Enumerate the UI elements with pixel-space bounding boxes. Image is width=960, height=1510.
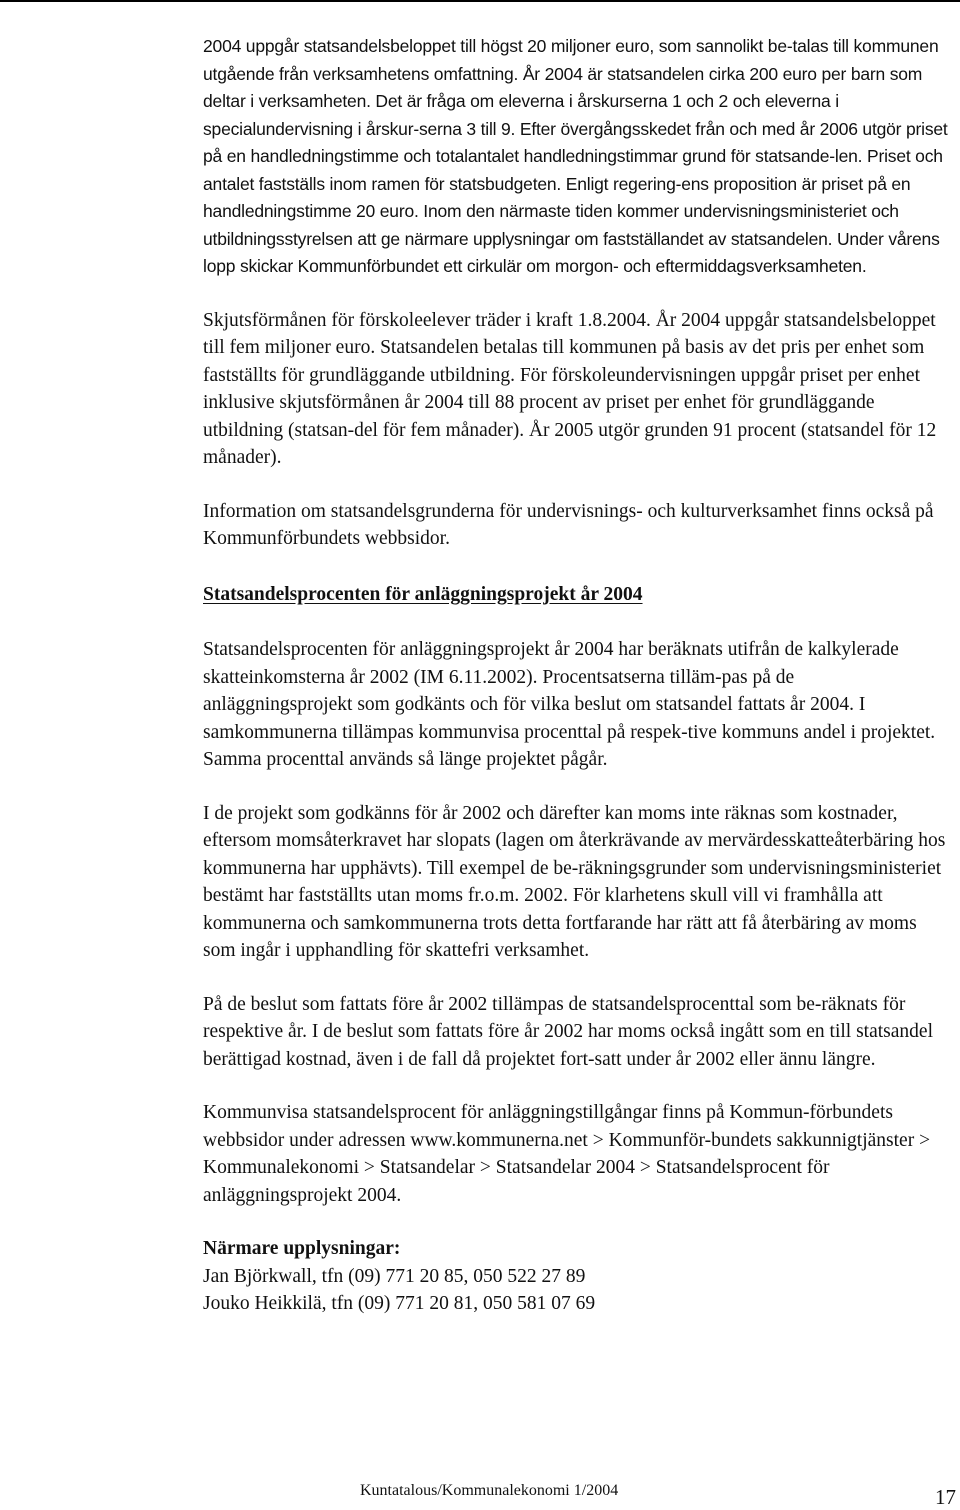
contacts-label: Närmare upplysningar:	[203, 1238, 401, 1259]
paragraph-after-school-activities: 2004 uppgår statsandelsbeloppet till högst 20 miljoner euro, som sannolikt be-talas till kommunen utgående från verksamhetens omfattning. År 2004 är statsandelen cirka 200 euro per barn som deltar i verksamheten. Det är fråga om eleverna i årskurserna 1 och 2 och eleverna i specialundervisning i årskur-serna 3 till 9. Efter övergångsskedet från och med år 2006 utgör priset på en handledningstimme och totalantalet handledningstimmar grund för statsande-len. Priset och antalet fastställs inom ramen för statsbudgeten. Enligt regering-ens proposition är priset på en handledningstimme 20 euro. Inom den närmaste tiden kommer undervisningsministeriet och utbildningsstyrelsen att ge närmare upplysningar om fastställandet av statsandelen. Under vårens lopp skickar Kommunförbundet ett cirkulär om morgon- och eftermiddagsverksamheten.	[203, 36, 948, 276]
contact-line: Jouko Heikkilä, tfn (09) 771 20 81, 050 581 07 69	[203, 1293, 596, 1314]
paragraph-percentage-calculation: Statsandelsprocenten för anläggningsprojekt år 2004 har beräknats utifrån de kalkylerade skatteinkomsterna år 2002 (IM 6.11.2002). Procentsatserna tilläm-pas på de anläggningsprojekt som godkänts och för vilka beslut om statsandel fattats år 2004. I samkommunerna tillämpas kommunvisa procenttal på respek-tive kommuns andel i projektet. Samma procenttal används så länge projektet pågår.	[203, 639, 936, 770]
paragraph-web-reference: Kommunvisa statsandelsprocent för anläggningstillgångar finns på Kommun-förbundets webbsidor under adressen www.kommunerna.net > Kommunför-bundets sakkunnigtjänster > Kommunalekonomi > Statsandelar > Statsandelar 2004 > Statsandelsprocent för anläggningsprojekt 2004.	[203, 1102, 931, 1206]
contact-line: Jan Björkwall, tfn (09) 771 20 85, 050 522 27 89	[203, 1265, 586, 1287]
section-heading: Statsandelsprocenten för anläggningsprojekt år 2004	[203, 583, 643, 605]
top-rule	[0, 0, 960, 2]
paragraph-preschool-transport: Skjutsförmånen för förskoleelever träder i kraft 1.8.2004. År 2004 uppgår statsandelsbeloppet till fem miljoner euro. Statsandelen betalas till kommunen på basis av det pris per enhet som fastställts för grundläggande utbildning. För förskoleundervisningen uppgår priset per enhet inklusive skjutsförmånen år 2004 till 88 procent av priset per enhet för grundläggande utbildning (statsan-del för fem månader). År 2005 utgör grunden 91 procent (statsandel för 12 månader).	[203, 309, 937, 468]
page-number: 17	[935, 1485, 956, 1509]
paragraph-vat: I de projekt som godkänns för år 2002 och därefter kan moms inte räknas som kostnader, eftersom momsåterkravet har slopats (lagen om återkrävande av mervärdesskatteåterbäring hos kommunerna har upphävts). Till exempel de be-räkningsgrunder som undervisningsministeriet bestämt har fastställts utan moms fr.o.m. 2002. För klarhetens skull vill vi framhålla att kommunerna och samkommunerna trots detta fortfarande har rätt att få återbäring av moms som ingår i upphandling för skattefri verksamhet.	[203, 802, 946, 961]
paragraph-information: Information om statsandelsgrunderna för undervisnings- och kulturverksamhet finns också på Kommunförbundets webbsidor.	[203, 500, 934, 549]
document-body	[203, 33, 948, 1318]
footer-publication: Kuntatalous/Kommunalekonomi 1/2004	[360, 1482, 619, 1499]
paragraph-earlier-decisions: På de beslut som fattats före år 2002 tillämpas de statsandelsprocenttal som be-räknats för respektive år. I de beslut som fattats före år 2002 har moms också ingått som en till statsandel berättigad kostnad, även i de fall då projektet fort-satt under år 2002 eller ännu längre.	[203, 993, 933, 1070]
